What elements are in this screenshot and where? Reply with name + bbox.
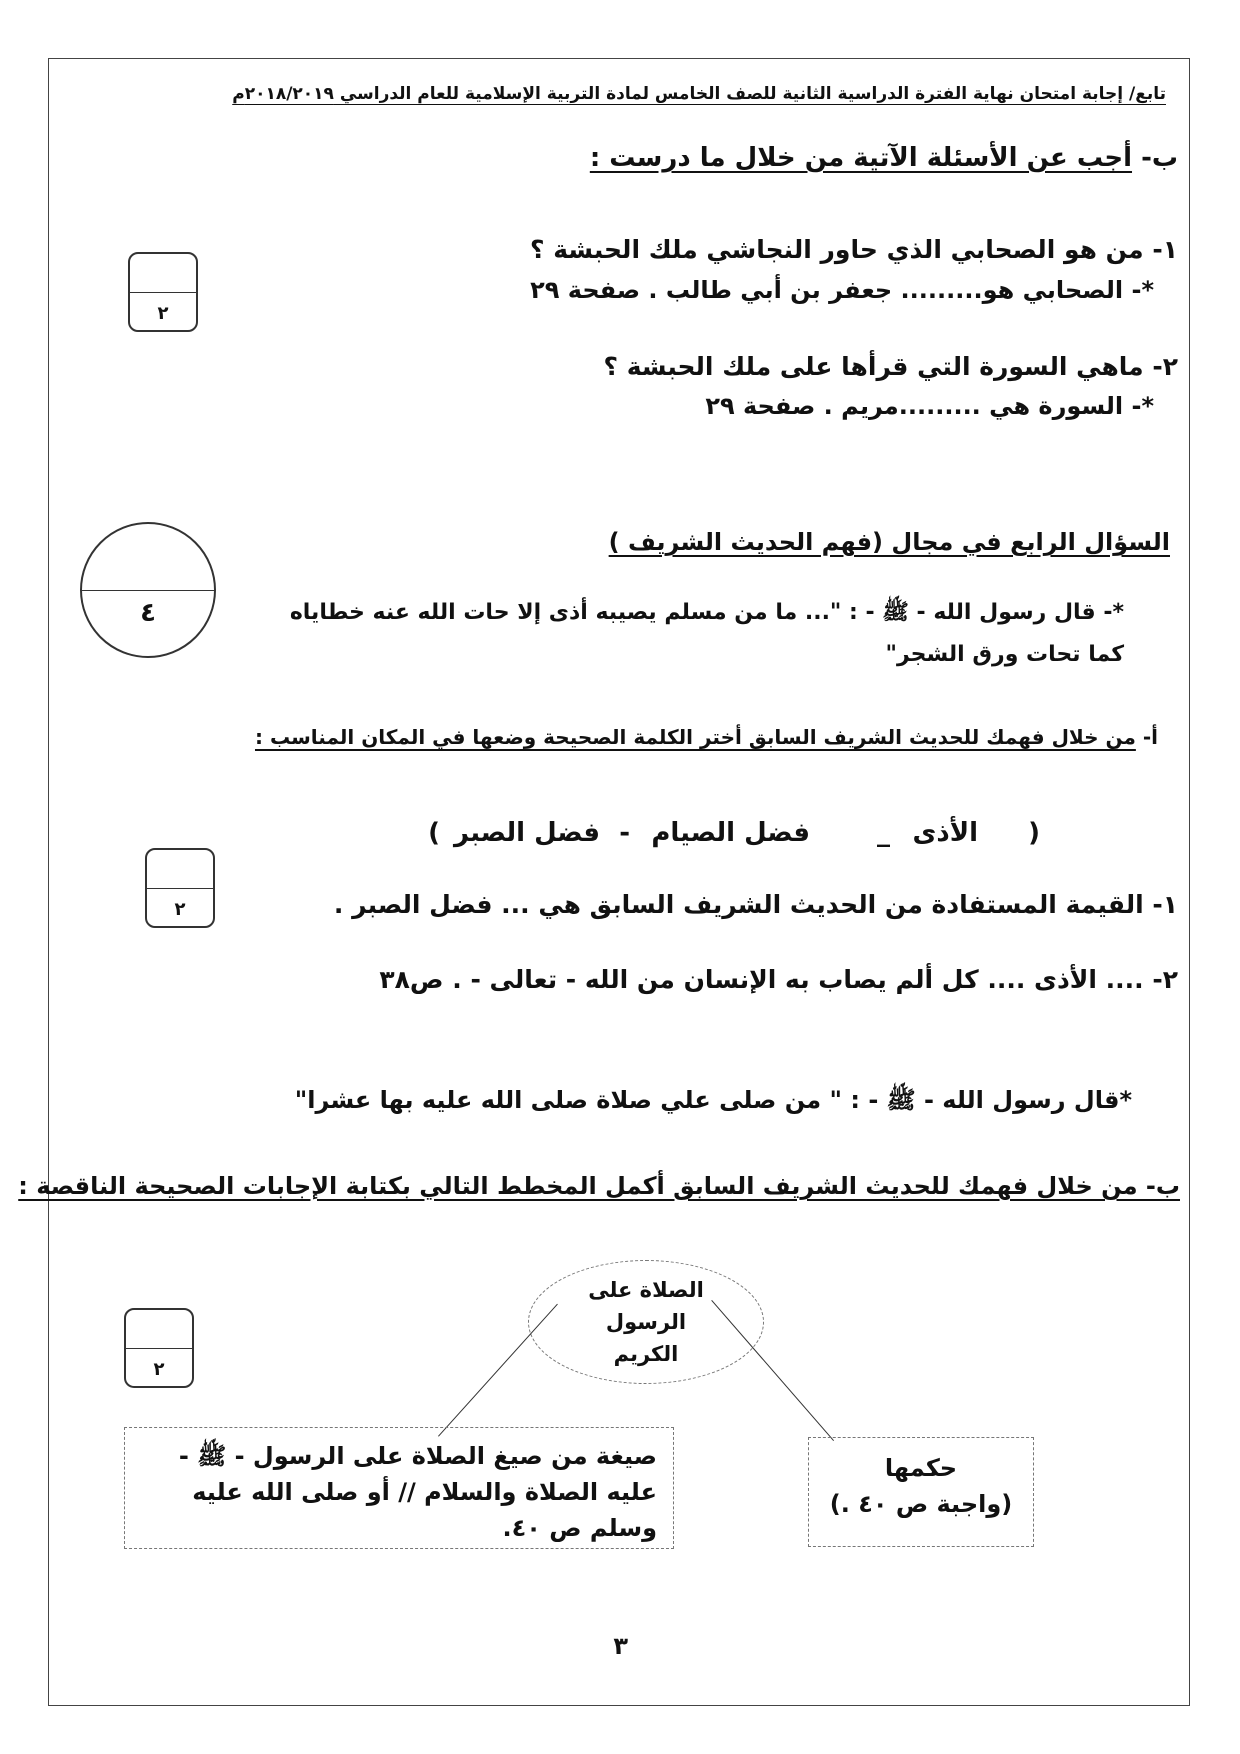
option-separator-2: - [619,818,630,848]
part-a-text: من خلال فهمك للحديث الشريف السابق أختر الكلمة الصحيحة وضعها في المكان المناسب : [254,725,1136,749]
hadith-2: *قال رسول الله - ﷺ - : " من صلى علي صلاة صلى الله عليه بها عشرا" [294,1086,1132,1114]
hadith-1-line-2: كما تحات ورق الشجر" [885,642,1124,667]
answer-1: *- الصحابي هو......... جعفر بن أبي طالب . صفحة ٢٩ [530,276,1154,304]
diagram-center-oval [528,1260,764,1384]
diagram-left-box [124,1427,674,1549]
mark-value: ٢ [157,303,169,324]
section-b-heading [590,143,1178,173]
diagram-right-box-line-2: (واجبة ص ٤٠ .) [829,1490,1013,1518]
mark-value: ٢ [153,1359,165,1380]
mark-circle-question-4 [80,522,216,658]
option-separator-1: _ [877,818,890,848]
answer-2: *- السورة هي .........مريم . صفحة ٢٩ [705,392,1154,420]
part-a-item-2: ٢- .... الأذى .... كل ألم يصاب به الإنسان من الله - تعالى - . ص٣٨ [379,965,1178,994]
diagram-left-box-text: صيغة من صيغ الصلاة على الرسول - ﷺ - عليه الصلاة والسلام // أو صلى الله عليه وسلم ص ٤٠. [178,1442,657,1542]
diagram-center-text: الصلاة على الرسول الكريم [588,1278,704,1366]
section-b-prefix: ب- [1141,143,1178,173]
exam-header: تابع/ إجابة امتحان نهاية الفترة الدراسية الثانية للصف الخامس لمادة التربية الإسلامية للعام الدراسي ٢٠١٨/٢٠١٩م [232,84,1166,104]
mark-value: ٢ [174,899,186,920]
option-2: فضل الصيام [651,818,810,848]
part-b-instruction: ب- من خلال فهمك للحديث الشريف السابق أكمل المخطط التالي بكتابة الإجابات الصحيحة الناقصة : [18,1172,1180,1200]
question-1: ١- من هو الصحابي الذي حاور النجاشي ملك الحبشة ؟ [530,235,1178,264]
option-close-paren: ) [428,818,440,848]
mark-value: ٤ [140,597,156,628]
question-4-title: السؤال الرابع في مجال (فهم الحديث الشريف ) [608,528,1170,556]
diagram-right-box-line-1: حكمها [884,1454,958,1482]
part-a-instruction [255,725,1158,749]
option-1: الأذى [912,818,978,848]
section-b-title: أجب عن الأسئلة الآتية من خلال ما درست : [589,143,1133,173]
hadith-1-line-1: *- قال رسول الله - ﷺ - : "... ما من مسلم يصيبه أذى إلا حات الله عنه خطاياه [289,600,1124,625]
question-2: ٢- ماهي السورة التي قرأها على ملك الحبشة ؟ [603,352,1178,381]
mark-box-part-a [145,848,215,928]
option-3: فضل الصبر [454,818,600,848]
part-a-item-1: ١- القيمة المستفادة من الحديث الشريف السابق هي ... فضل الصبر . [333,890,1178,919]
option-open-paren: ( [1028,818,1040,848]
diagram-right-box [808,1437,1034,1547]
part-a-prefix: أ- [1142,725,1158,749]
mark-box-section-b [128,252,198,332]
mark-box-part-b [124,1308,194,1388]
page-number: ٣ [613,1632,628,1660]
